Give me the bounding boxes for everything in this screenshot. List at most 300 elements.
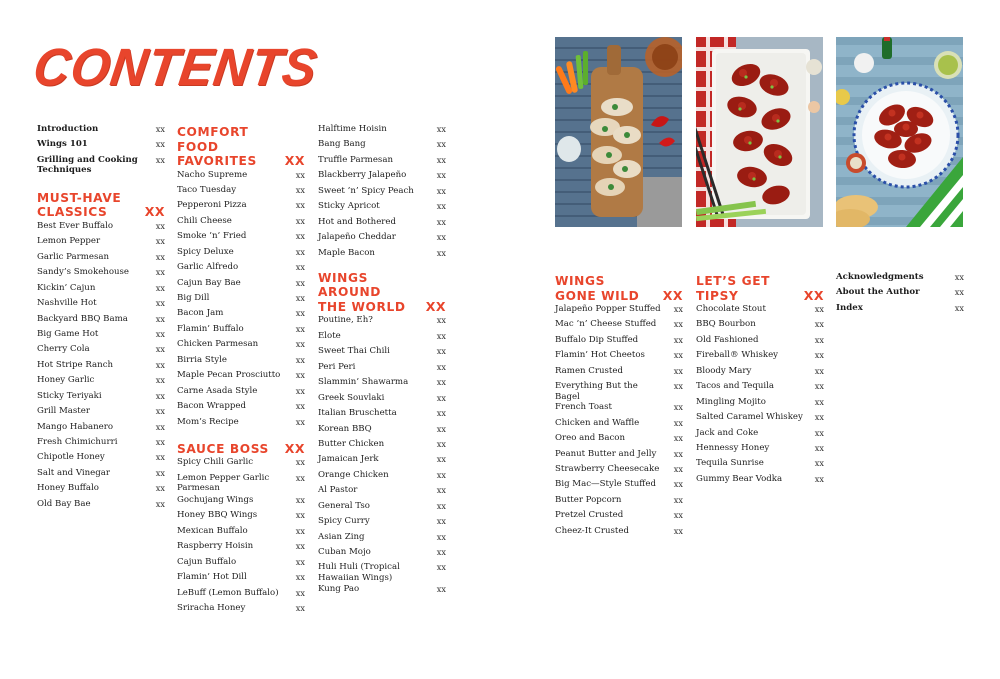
sauce-boss-list (177, 457, 305, 618)
toc-entry[interactable] (318, 139, 446, 154)
toc-entry-label: Tequila Sunrise (696, 458, 764, 469)
toc-entry-page: xx (155, 154, 165, 165)
toc-entry-label: Acknowledgments (836, 272, 924, 282)
toc-entry-label: Spicy Chili Garlic (177, 457, 254, 468)
toc-entry[interactable] (177, 278, 305, 293)
toc-entry[interactable] (318, 248, 446, 263)
toc-entry[interactable] (696, 381, 824, 396)
toc-entry[interactable] (37, 375, 165, 390)
toc-entry-label: Honey Garlic (37, 375, 95, 386)
toc-entry-page: xx (436, 361, 446, 372)
section-heading-comfort-food[interactable]: COMFORT FOOD FAVORITES XX (177, 125, 305, 168)
toc-entry[interactable] (37, 360, 165, 375)
toc-entry-label: Mingling Mojito (696, 396, 766, 407)
toc-entry-label: Nacho Supreme (177, 169, 248, 180)
toc-entry-label: Lemon Pepper (37, 236, 101, 247)
toc-entry-label: Flamin’ Buffalo (177, 323, 244, 334)
toc-entry[interactable] (318, 408, 446, 423)
toc-entry-page: xx (814, 396, 824, 407)
toc-entry-label: Chili Cheese (177, 215, 232, 226)
toc-entry-label: Jalapeño Cheddar (318, 232, 396, 243)
toc-entry[interactable] (37, 468, 165, 483)
toc-entry[interactable] (177, 231, 305, 246)
toc-entry-page: xx (295, 184, 305, 195)
toc-entry-page: xx (295, 323, 305, 334)
toc-entry[interactable] (318, 170, 446, 185)
toc-entry[interactable] (318, 547, 446, 562)
get-tipsy-list (696, 304, 824, 489)
toc-entry-page: xx (436, 454, 446, 465)
toc-entry[interactable] (177, 324, 305, 339)
toc-entry[interactable] (177, 185, 305, 200)
toc-entry-label: Sweet ’n’ Spicy Peach (318, 185, 414, 196)
toc-entry[interactable] (177, 386, 305, 401)
toc-entry[interactable] (37, 391, 165, 406)
col3-top-list (318, 124, 446, 263)
toc-entry[interactable] (177, 339, 305, 354)
toc-entry-page: xx (295, 385, 305, 396)
toc-entry-label: Hennessy Honey (696, 442, 770, 453)
toc-column-1 (37, 124, 165, 514)
toc-entry[interactable] (696, 304, 824, 319)
toc-entry[interactable] (696, 458, 824, 473)
toc-entry-label: Greek Souvlaki (318, 392, 385, 403)
toc-entry[interactable] (555, 449, 683, 464)
section-heading-around-world[interactable]: WINGS AROUND THE WORLD XX (318, 270, 446, 314)
comfort-food-list (177, 170, 305, 432)
toc-entry-label: About the Author (836, 287, 920, 298)
toc-entry[interactable] (696, 443, 824, 458)
toc-entry-page: xx (673, 402, 683, 413)
toc-entry-label: Grilling and Cooking Techniques (37, 154, 138, 176)
toc-entry-label: Salted Caramel Whiskey (696, 412, 803, 423)
toc-entry[interactable] (177, 495, 305, 510)
toc-entry[interactable] (318, 532, 446, 547)
toc-entry-label: Jamaican Jerk (318, 454, 379, 465)
toc-entry-page: xx (295, 510, 305, 521)
toc-entry-page: xx (295, 277, 305, 288)
toc-entry-page: xx (814, 334, 824, 345)
page-title: CONTENTS (29, 37, 322, 97)
toc-entry[interactable] (555, 495, 683, 510)
toc-entry[interactable] (555, 402, 683, 417)
toc-entry-page: xx (295, 293, 305, 303)
toc-entry[interactable] (318, 439, 446, 454)
toc-entry[interactable] (555, 319, 683, 334)
toc-entry-page: xx (673, 334, 683, 345)
toc-entry[interactable] (318, 201, 446, 216)
photo-stuffed-wings (555, 37, 682, 227)
toc-entry-label: Chicken and Waffle (555, 417, 640, 428)
toc-entry-page: xx (295, 262, 305, 273)
toc-entry-page: xx (436, 485, 446, 496)
toc-entry-label: Truffle Parmesan (318, 154, 393, 165)
toc-entry-page: xx (436, 154, 446, 165)
toc-entry-page: xx (673, 510, 683, 521)
toc-entry-label: Cuban Mojo (318, 547, 371, 557)
toc-entry[interactable] (37, 252, 165, 267)
toc-entry-page: xx (673, 319, 683, 330)
toc-entry[interactable] (696, 319, 824, 334)
toc-entry-page: xx (295, 339, 305, 350)
toc-entry[interactable] (555, 350, 683, 365)
toc-entry-label: Korean BBQ (318, 423, 372, 434)
toc-entry[interactable] (555, 510, 683, 525)
toc-entry-label: Spicy Deluxe (177, 246, 234, 257)
toc-entry-page: xx (436, 247, 446, 258)
toc-entry-page: xx (155, 344, 165, 355)
toc-entry-label: Old Bay Bae (37, 498, 91, 509)
toc-entry[interactable] (696, 474, 824, 489)
toc-entry-label: Bang Bang (318, 139, 366, 150)
toc-entry-page: xx (436, 547, 446, 557)
toc-entry-page: xx (155, 328, 165, 339)
toc-entry[interactable] (37, 267, 165, 282)
toc-entry-label: Mom’s Recipe (177, 416, 239, 427)
toc-entry-label: Garlic Parmesan (37, 251, 110, 262)
toc-entry-label: Jalapeño Popper Stuffed (555, 304, 661, 314)
toc-entry[interactable] (37, 499, 165, 514)
toc-entry[interactable] (177, 262, 305, 277)
toc-entry-page: xx (814, 304, 824, 314)
toc-entry[interactable] (177, 216, 305, 231)
toc-entry-page: xx (814, 442, 824, 453)
toc-entry[interactable] (555, 335, 683, 350)
photo-glazed-wings (696, 37, 823, 227)
toc-entry-label: Huli Huli (Tropical Hawaiian Wings) (318, 562, 400, 583)
toc-entry[interactable] (318, 217, 446, 232)
toc-entry[interactable] (836, 272, 964, 287)
toc-entry-label: Cheez-It Crusted (555, 525, 629, 536)
toc-entry-label: Big Game Hot (37, 328, 99, 339)
toc-entry-label: Flamin’ Hot Dill (177, 572, 247, 583)
toc-entry[interactable] (318, 377, 446, 392)
section-heading-gone-wild[interactable]: WINGS GONE WILD XX (555, 274, 683, 303)
toc-entry[interactable] (696, 412, 824, 427)
toc-entry-page: xx (436, 377, 446, 388)
toc-entry[interactable] (177, 510, 305, 525)
toc-entry-label: Sandy’s Smokehouse (37, 267, 130, 278)
gone-wild-list (555, 304, 683, 541)
section-heading-must-have[interactable]: MUST-HAVE CLASSICS XX (37, 190, 165, 220)
toc-column-2 (177, 125, 305, 618)
toc-entry[interactable] (318, 393, 446, 408)
toc-entry[interactable] (318, 454, 446, 469)
toc-entry[interactable] (177, 541, 305, 556)
toc-entry-label: Asian Zing (318, 531, 365, 542)
toc-entry[interactable] (555, 366, 683, 381)
toc-entry[interactable] (37, 124, 165, 139)
toc-entry[interactable] (836, 303, 964, 318)
toc-entry-page: xx (155, 375, 165, 386)
toc-entry-page: xx (155, 251, 165, 262)
toc-entry-label: Peri Peri (318, 361, 356, 372)
toc-column-3 (318, 124, 446, 600)
toc-entry-page: xx (295, 556, 305, 567)
toc-entry-label: Smoke ’n’ Fried (177, 231, 247, 242)
toc-entry-label: Al Pastor (318, 485, 358, 496)
toc-entry-page: xx (436, 438, 446, 449)
toc-entry[interactable] (177, 588, 305, 603)
toc-entry-page: xx (436, 469, 446, 480)
toc-entry-label: Chocolate Stout (696, 304, 766, 314)
toc-entry-label: Sriracha Honey (177, 602, 246, 613)
toc-entry[interactable] (37, 155, 165, 177)
toc-entry-page: xx (673, 494, 683, 505)
toc-entry-page: xx (155, 124, 165, 134)
toc-entry[interactable] (37, 437, 165, 452)
toc-entry[interactable] (318, 584, 446, 599)
toc-entry-label: Bacon Jam (177, 308, 224, 319)
toc-entry[interactable] (37, 236, 165, 251)
toc-entry[interactable] (696, 335, 824, 350)
must-have-list (37, 221, 165, 514)
toc-entry-page: xx (295, 200, 305, 211)
toc-entry-label: Mac ’n’ Cheese Stuffed (555, 319, 657, 330)
toc-entry-page: xx (295, 587, 305, 598)
toc-entry[interactable] (318, 562, 446, 584)
toc-entry-label: Mango Habanero (37, 421, 114, 432)
toc-entry-page: xx (436, 185, 446, 196)
toc-entry-label: Kung Pao (318, 584, 360, 595)
toc-entry-page: xx (295, 354, 305, 365)
toc-entry[interactable] (555, 526, 683, 541)
toc-entry-label: Butter Popcorn (555, 494, 622, 505)
toc-entry[interactable] (696, 397, 824, 412)
toc-entry-page: xx (673, 463, 683, 474)
toc-entry[interactable] (177, 526, 305, 541)
toc-entry-label: Flamin’ Hot Cheetos (555, 350, 645, 361)
toc-entry[interactable] (555, 418, 683, 433)
toc-entry-page: xx (673, 304, 683, 314)
toc-entry[interactable] (318, 424, 446, 439)
toc-entry-page: xx (295, 231, 305, 242)
toc-entry-label: Orange Chicken (318, 469, 389, 480)
toc-entry-label: Honey Buffalo (37, 483, 99, 494)
toc-entry-label: Peanut Butter and Jelly (555, 448, 657, 459)
around-world-list (318, 315, 446, 599)
toc-entry-label: Pepperoni Pizza (177, 200, 247, 211)
toc-entry-page: xx (295, 472, 305, 483)
toc-entry-page: xx (436, 170, 446, 181)
toc-entry-label: General Tso (318, 500, 370, 511)
toc-entry-label: Chipotle Honey (37, 452, 105, 463)
toc-entry-page: xx (814, 427, 824, 438)
toc-entry[interactable] (177, 603, 305, 618)
toc-entry-label: Gummy Bear Vodka (696, 473, 783, 484)
toc-entry[interactable] (555, 304, 683, 319)
toc-entry[interactable] (37, 283, 165, 298)
toc-entry[interactable] (696, 366, 824, 381)
toc-entry-label: Hot and Bothered (318, 216, 397, 227)
toc-entry-page: xx (155, 467, 165, 478)
toc-entry[interactable] (318, 485, 446, 500)
toc-entry-page: xx (295, 370, 305, 381)
toc-entry-page: xx (155, 220, 165, 231)
toc-entry-label: Tacos and Tequila (696, 381, 775, 392)
toc-entry-page: xx (295, 246, 305, 257)
toc-entry-page: xx (436, 408, 446, 419)
toc-entry-page: xx (954, 272, 964, 282)
toc-entry-label: Big Mac—Style Stuffed (555, 479, 656, 490)
toc-entry-page: xx (814, 412, 824, 423)
toc-entry-label: Best Ever Buffalo (37, 220, 114, 231)
toc-entry-page: xx (954, 287, 964, 298)
toc-entry[interactable] (696, 428, 824, 443)
toc-entry-label: Wings 101 (37, 139, 88, 150)
toc-entry-page: xx (155, 298, 165, 309)
toc-entry[interactable] (37, 298, 165, 313)
toc-entry[interactable] (177, 293, 305, 308)
toc-entry[interactable] (177, 473, 305, 495)
toc-entry-page: xx (673, 350, 683, 361)
toc-entry[interactable] (555, 479, 683, 494)
toc-entry-label: Pretzel Crusted (555, 510, 624, 521)
toc-entry-label: Buffalo Dip Stuffed (555, 334, 639, 345)
toc-entry-page: xx (673, 417, 683, 428)
toc-entry[interactable] (318, 155, 446, 170)
toc-entry[interactable] (37, 314, 165, 329)
toc-entry-page: xx (155, 359, 165, 370)
toc-entry-page: xx (436, 315, 446, 326)
toc-entry[interactable] (555, 464, 683, 479)
toc-entry-page: xx (436, 216, 446, 227)
toc-entry-label: Garlic Alfredo (177, 262, 239, 273)
toc-entry-label: Slammin’ Shawarma (318, 377, 409, 388)
intro-list (37, 124, 165, 177)
toc-entry-label: Kickin’ Cajun (37, 282, 96, 293)
toc-entry-label: Maple Bacon (318, 247, 375, 258)
toc-entry[interactable] (318, 232, 446, 247)
toc-entry-label: Fresh Chimichurri (37, 437, 118, 447)
toc-entry-label: Cajun Buffalo (177, 556, 237, 567)
toc-entry-label: Carne Asada Style (177, 385, 258, 396)
toc-entry[interactable] (318, 362, 446, 377)
toc-entry-label: Bloody Mary (696, 365, 752, 376)
toc-entry-label: Elote (318, 330, 341, 341)
toc-entry-page: xx (295, 416, 305, 427)
toc-entry-page: xx (436, 392, 446, 403)
toc-entry-page: xx (436, 500, 446, 511)
section-heading-sauce-boss[interactable]: SAUCE BOSS XX (177, 440, 305, 456)
toc-entry-label: Ramen Crusted (555, 365, 623, 376)
toc-entry-label: Cherry Cola (37, 344, 90, 355)
toc-entry[interactable] (696, 350, 824, 365)
toc-entry-label: Big Dill (177, 293, 210, 303)
toc-entry[interactable] (37, 422, 165, 437)
toc-entry[interactable] (37, 344, 165, 359)
toc-entry[interactable] (318, 470, 446, 485)
toc-entry[interactable] (177, 355, 305, 370)
toc-entry-page: xx (436, 330, 446, 341)
toc-entry-page: xx (673, 448, 683, 459)
toc-entry[interactable] (555, 433, 683, 448)
toc-entry[interactable] (318, 501, 446, 516)
toc-entry-page: xx (155, 437, 165, 447)
toc-entry-page: xx (436, 201, 446, 212)
toc-entry-page: xx (814, 365, 824, 376)
toc-entry-label: Everything But the Bagel (555, 381, 638, 402)
toc-entry-page: xx (295, 525, 305, 536)
toc-entry-label: Mexican Buffalo (177, 525, 248, 536)
toc-entry-page: xx (673, 525, 683, 536)
photo-plated-wings (836, 37, 963, 227)
toc-entry[interactable] (318, 124, 446, 139)
toc-entry[interactable] (177, 370, 305, 385)
toc-entry-label: Raspberry Hoisin (177, 541, 254, 552)
toc-entry-page: xx (814, 458, 824, 469)
section-heading-get-tipsy[interactable]: LET’S GET TIPSY XX (696, 274, 824, 303)
toc-entry[interactable] (318, 331, 446, 346)
toc-entry-page: xx (155, 498, 165, 509)
toc-entry-label: Strawberry Cheesecake (555, 463, 660, 474)
toc-column-6 (836, 272, 964, 318)
toc-entry-label: Oreo and Bacon (555, 433, 625, 444)
toc-entry-label: Backyard BBQ Bama (37, 313, 128, 324)
toc-entry-page: xx (673, 479, 683, 490)
toc-entry[interactable] (37, 452, 165, 467)
toc-entry-label: Grill Master (37, 406, 90, 417)
toc-entry[interactable] (177, 170, 305, 185)
toc-entry-label: Poutine, Eh? (318, 315, 373, 326)
toc-entry-page: xx (155, 390, 165, 401)
toc-entry[interactable] (37, 221, 165, 236)
toc-entry-page: xx (295, 541, 305, 552)
toc-entry-label: Birria Style (177, 354, 227, 365)
toc-entry[interactable] (177, 457, 305, 472)
toc-entry-page: xx (436, 516, 446, 527)
toc-entry[interactable] (177, 247, 305, 262)
toc-entry[interactable] (177, 200, 305, 215)
toc-entry[interactable] (318, 346, 446, 361)
toc-entry[interactable] (318, 315, 446, 330)
toc-entry-page: xx (814, 350, 824, 361)
toc-entry-label: Blackberry Jalapeño (318, 170, 407, 181)
toc-entry-page: xx (155, 139, 165, 150)
toc-entry-page: xx (155, 236, 165, 247)
toc-entry-page: xx (436, 584, 446, 595)
toc-entry-page: xx (155, 421, 165, 432)
toc-entry[interactable] (37, 329, 165, 344)
toc-entry[interactable] (177, 557, 305, 572)
toc-column-4 (555, 274, 683, 541)
toc-entry[interactable] (555, 381, 683, 402)
toc-entry[interactable] (836, 287, 964, 302)
toc-entry[interactable] (177, 401, 305, 416)
toc-entry-label: Gochujang Wings (177, 494, 254, 505)
toc-entry[interactable] (318, 516, 446, 531)
toc-entry-label: Cajun Bay Bae (177, 277, 241, 288)
toc-entry-page: xx (814, 319, 824, 330)
toc-entry[interactable] (37, 139, 165, 154)
toc-entry-page: xx (673, 381, 683, 392)
toc-entry-page: xx (436, 531, 446, 542)
toc-entry[interactable] (37, 406, 165, 421)
toc-entry[interactable] (37, 483, 165, 498)
toc-entry-page: xx (673, 365, 683, 376)
toc-entry-label: Index (836, 302, 863, 313)
toc-entry-page: xx (814, 473, 824, 484)
toc-entry-label: French Toast (555, 402, 612, 413)
toc-entry[interactable] (177, 308, 305, 323)
toc-entry[interactable] (318, 186, 446, 201)
toc-entry-page: xx (295, 308, 305, 319)
toc-entry[interactable] (177, 417, 305, 432)
toc-entry-label: Salt and Vinegar (37, 467, 110, 478)
toc-entry-label: Hot Stripe Ranch (37, 359, 114, 370)
toc-entry-page: xx (436, 562, 446, 573)
toc-entry[interactable] (177, 572, 305, 587)
